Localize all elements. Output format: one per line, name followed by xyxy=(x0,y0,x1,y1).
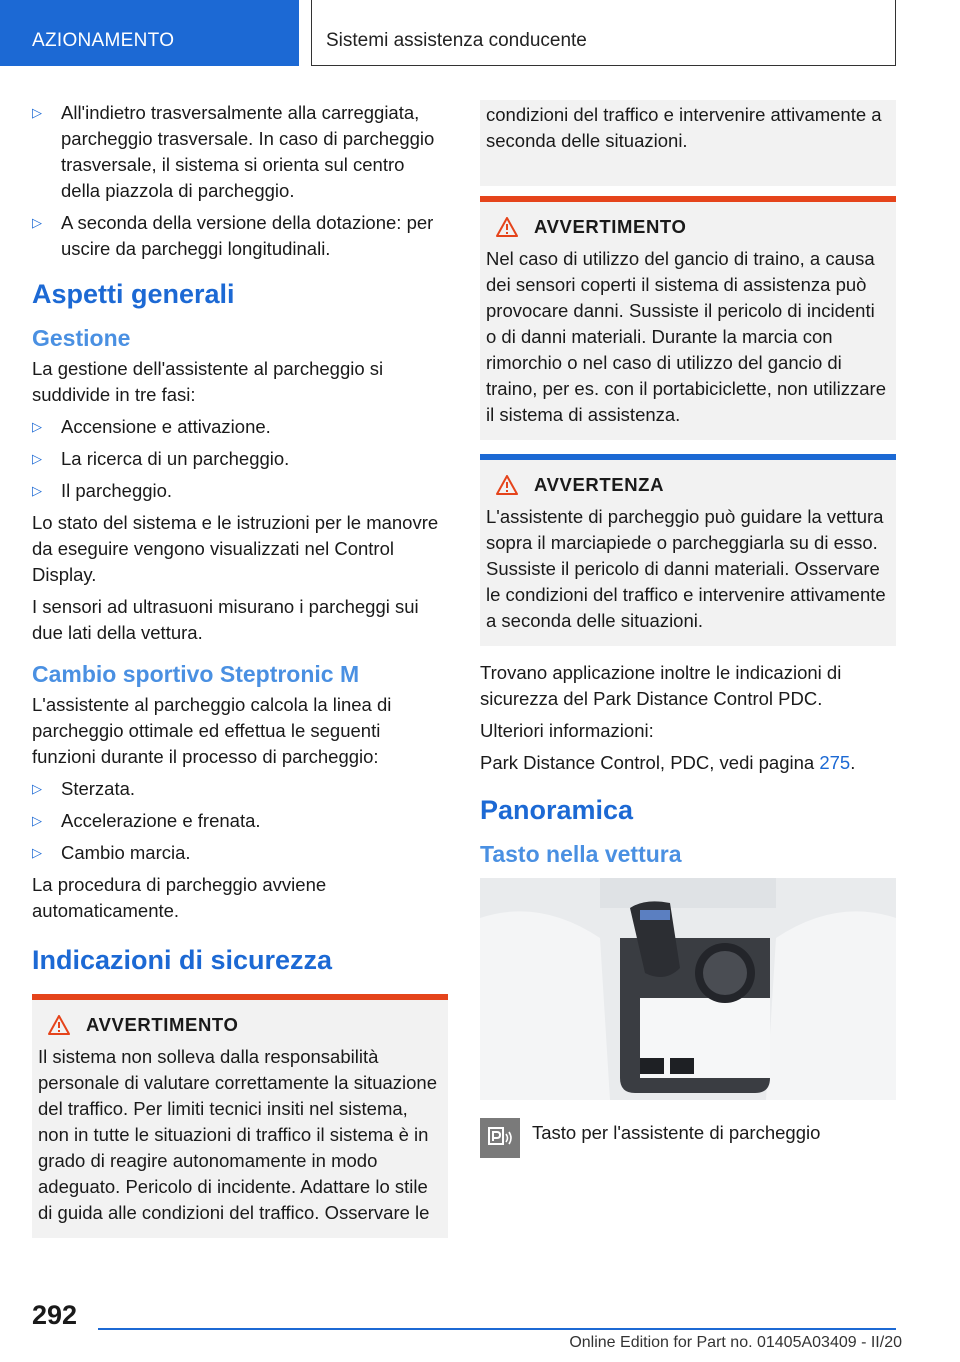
park-assist-icon xyxy=(480,1118,520,1158)
warning-box xyxy=(32,994,448,1238)
page-header xyxy=(0,0,960,66)
list-item: ▷ Accensione e attivazione. xyxy=(32,414,448,440)
bullet-triangle-icon: ▷ xyxy=(32,419,42,434)
section-title: AZIONAMENTO xyxy=(32,30,175,51)
paragraph-operation: La gestione dell'assistente al parcheggio si suddivide in tre fasi: xyxy=(32,358,384,405)
warning-triangle-icon xyxy=(48,1015,70,1035)
heading-general: Aspetti generali xyxy=(32,279,235,309)
warning-triangle-icon xyxy=(496,217,518,237)
notice-title: AVVERTENZA xyxy=(534,474,665,495)
heading-overview: Panoramica xyxy=(480,795,634,825)
warning-text: Il sistema non solleva dalla responsabilità personale di valutare correttamente la situazione del traffico. Per limiti tecnici insiti nel sistema, non in tutte le situazioni di traffico il sistema è in grado di reagire autonomamente in modo adeguato. Pericolo di incidente. Adattare lo stile di guida alle condizioni del traffico. Osservare le xyxy=(38,1046,438,1223)
edition-text: Online Edition for Part no. 01405A03409 - II/20 xyxy=(569,1334,902,1351)
paragraph-reference: Park Distance Control, PDC, vedi pagina 275. xyxy=(480,752,856,773)
warning-box xyxy=(480,196,896,440)
warning-triangle-icon xyxy=(496,475,518,495)
paragraph-status: Lo stato del sistema e le istruzioni per le manovre da eseguire vengono visualizzati nel Control Display. xyxy=(32,512,439,585)
list-item: ▷ Sterzata. xyxy=(32,776,448,802)
caption-text: Tasto per l'assistente di parcheggio xyxy=(532,1122,821,1143)
chapter-box xyxy=(311,0,896,66)
section-tab xyxy=(0,0,299,66)
list-item: ▷ A seconda della versione della dotazione: per uscire da parcheggi longitudinali. xyxy=(32,212,434,259)
chapter-title: Sistemi assistenza conducente xyxy=(326,30,587,51)
paragraph-auto: La procedura di parcheggio avviene automaticamente. xyxy=(32,874,327,921)
bullet-triangle-icon: ▷ xyxy=(32,105,42,120)
heading-button: Tasto nella vettura xyxy=(480,841,682,867)
notice-box xyxy=(480,454,896,646)
list-item: ▷ La ricerca di un parcheggio. xyxy=(32,446,448,472)
notice-text: L'assistente di parcheggio può guidare la vettura sopra il marciapiede o parcheggiarla su di esso. Sussiste il pericolo di danni materiali. Osservare le condizioni del traffico e intervenire attivamente a seconda delle situazioni. xyxy=(486,506,886,631)
bullet-triangle-icon: ▷ xyxy=(32,813,42,828)
heading-operation: Gestione xyxy=(32,325,131,351)
list-item: ▷ Accelerazione e frenata. xyxy=(32,808,448,834)
bullet-triangle-icon: ▷ xyxy=(32,451,42,466)
footer-divider xyxy=(98,1328,896,1330)
bullet-triangle-icon: ▷ xyxy=(32,483,42,498)
paragraph-sensors: I sensori ad ultrasuoni misurano i parcheggi sui due lati della vettura. xyxy=(32,596,419,643)
right-column xyxy=(480,100,896,1158)
warning-text: condizioni del traffico e intervenire attivamente a seconda delle situazioni. xyxy=(486,104,882,151)
paragraph-gearbox: L'assistente al parcheggio calcola la linea di parcheggio ottimale ed effettua le seguenti funzioni durante il processo di parcheggio: xyxy=(32,694,392,767)
bullet-triangle-icon: ▷ xyxy=(32,215,42,230)
warning-title: AVVERTIMENTO xyxy=(534,216,687,237)
warning-title: AVVERTIMENTO xyxy=(86,1014,239,1035)
page-link[interactable]: 275 xyxy=(819,752,851,773)
warning-box-continued xyxy=(480,100,896,186)
console-illustration xyxy=(480,878,896,1100)
page-number: 292 xyxy=(32,1300,78,1330)
left-column xyxy=(32,100,448,1238)
heading-gearbox: Cambio sportivo Steptronic M xyxy=(32,661,360,687)
heading-safety: Indicazioni di sicurezza xyxy=(32,945,333,975)
paragraph-pdc: Trovano applicazione inoltre le indicazioni di sicurezza del Park Distance Control PDC. xyxy=(480,662,842,709)
list-item: ▷ All'indietro trasversalmente alla carreggiata, parcheggio trasversale. In caso di parcheggio trasversale, il sistema si orienta sul centro della piazzola di parcheggio. xyxy=(32,102,435,201)
bullet-triangle-icon: ▷ xyxy=(32,781,42,796)
photo-caption xyxy=(480,1118,896,1158)
console-photo xyxy=(480,878,896,1100)
warning-text: Nel caso di utilizzo del gancio di traino, a causa dei sensori coperti il sistema di assistenza può provocare danni. Sussiste il pericolo di incidenti o di danni materiali. Durante la marcia con rimorchio o nel caso di utilizzo del gancio di traino, per es. con il portabiciclette, non utilizzare il sistema di assistenza. xyxy=(486,248,887,425)
paragraph-more: Ulteriori informazioni: xyxy=(480,720,654,741)
list-item: ▷ Cambio marcia. xyxy=(32,840,448,866)
bullet-triangle-icon: ▷ xyxy=(32,845,42,860)
list-item: ▷ Il parcheggio. xyxy=(32,478,448,504)
